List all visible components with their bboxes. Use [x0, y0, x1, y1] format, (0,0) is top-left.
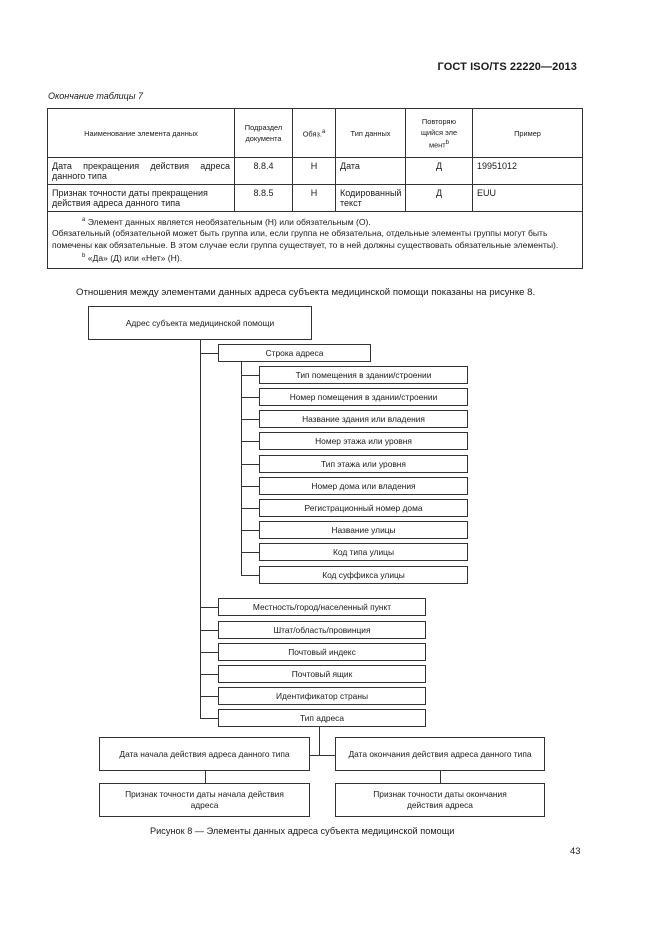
diagram-box-address-line-child: Тип этажа или уровня: [259, 455, 468, 473]
table-cell: Кодированный текст: [336, 185, 406, 212]
column-header: Подраздел документа: [235, 109, 293, 158]
standard-header: ГОСТ ISO/TS 22220—2013: [437, 61, 577, 73]
column-header: Повторяющийся элемент$^b$: [406, 109, 473, 158]
footnote-a: $^a$ Элемент данных является необязательным (Н) или обязательным (О).: [82, 216, 371, 227]
table-cell: Признак точности даты прекращения действия адреса данного типа: [48, 185, 235, 212]
footnote-a-detail: Обязательный (обязательной может быть группа или, если группа не обязательна, отдельные элементы группы могут быть помечены как обязательные. В этом случае если группа существует, то в ней должны существовать обязательные элементы).: [52, 228, 559, 250]
table-cell: Д: [406, 185, 473, 212]
diagram-box-end-date-precision: Признак точности даты окончания действия адреса: [335, 783, 545, 817]
diagram-box-level2: Штат/область/провинция: [218, 621, 426, 639]
connector-line: [200, 607, 218, 608]
intro-paragraph: Отношения между элементами данных адреса субъекта медицинской помощи показаны на рисунке 8.: [76, 287, 536, 298]
data-table: [47, 108, 583, 269]
diagram-box-level2: Местность/город/населенный пункт: [218, 598, 426, 616]
diagram-box-address-line: Строка адреса: [218, 344, 371, 362]
connector-line: [241, 441, 259, 442]
connector-line: [241, 508, 259, 509]
table-cell: Н: [293, 158, 336, 185]
diagram-box-level2: Идентификатор страны: [218, 687, 426, 705]
table-cell: Д: [406, 158, 473, 185]
diagram-box-level2: Почтовый ящик: [218, 665, 426, 683]
footnote-b: $^b$ «Да» (Д) или «Нет» (Н).: [82, 253, 183, 264]
connector-line: [241, 552, 259, 553]
table-row: [48, 185, 583, 212]
diagram-box-end-date: Дата окончания действия адреса данного типа: [335, 737, 545, 771]
connector-line: [200, 652, 218, 653]
connector-line: [200, 718, 218, 719]
connector-line: [200, 696, 218, 697]
table-footnotes: [48, 212, 583, 269]
table-cell: Дата прекращения действия адреса данного типа: [48, 158, 235, 185]
table-row: [48, 158, 583, 185]
connector-line: [241, 530, 259, 531]
diagram-box-address-line-child: Название здания или владения: [259, 410, 468, 428]
diagram-box-address-line-child: Код суффикса улицы: [259, 566, 468, 584]
diagram-box-root: Адрес субъекта медицинской помощи: [88, 306, 312, 340]
table-footnotes-row: [48, 212, 583, 269]
connector-line: [241, 486, 259, 487]
diagram-box-address-line-child: Название улицы: [259, 521, 468, 539]
diagram-box-address-line-child: Номер дома или владения: [259, 477, 468, 495]
diagram-box-address-line-child: Тип помещения в здании/строении: [259, 366, 468, 384]
table-cell: Н: [293, 185, 336, 212]
connector-line: [200, 353, 218, 354]
diagram-box-address-line-child: Номер этажа или уровня: [259, 432, 468, 450]
diagram-box-address-line-child: Номер помещения в здании/строении: [259, 388, 468, 406]
table-cell: 8.8.4: [235, 158, 293, 185]
page-number: 43: [570, 845, 581, 856]
diagram-box-address-line-child: Код типа улицы: [259, 543, 468, 561]
figure-caption: Рисунок 8 — Элементы данных адреса субъекта медицинской помощи: [150, 826, 455, 836]
connector-line: [241, 575, 259, 576]
column-header: Наименование элемента данных: [48, 109, 235, 158]
connector-line: [200, 340, 201, 719]
table-header-row: [48, 109, 583, 158]
connector-line: [200, 674, 218, 675]
column-header: Пример: [473, 109, 583, 158]
connector-line: [241, 464, 259, 465]
table-cell: 8.8.5: [235, 185, 293, 212]
connector-line: [440, 771, 441, 783]
column-header: Обяз.$^a$: [293, 109, 336, 158]
connector-line: [241, 419, 259, 420]
table-cell: EUU: [473, 185, 583, 212]
connector-line: [241, 397, 259, 398]
connector-line: [241, 375, 259, 376]
column-header: Тип данных: [336, 109, 406, 158]
connector-line: [310, 755, 335, 756]
table-cell: Дата: [336, 158, 406, 185]
diagram-box-level2: Почтовый индекс: [218, 643, 426, 661]
connector-line: [319, 727, 320, 755]
diagram-box-start-date-precision: Признак точности даты начала действия адреса: [99, 783, 310, 817]
connector-line: [205, 771, 206, 783]
connector-line: [200, 630, 218, 631]
diagram-box-address-type: Тип адреса: [218, 709, 426, 727]
table-caption: Окончание таблицы 7: [48, 91, 143, 101]
connector-line: [241, 362, 242, 575]
table-cell: 19951012: [473, 158, 583, 185]
diagram-box-address-line-child: Регистрационный номер дома: [259, 499, 468, 517]
diagram-box-start-date: Дата начала действия адреса данного типа: [99, 737, 310, 771]
